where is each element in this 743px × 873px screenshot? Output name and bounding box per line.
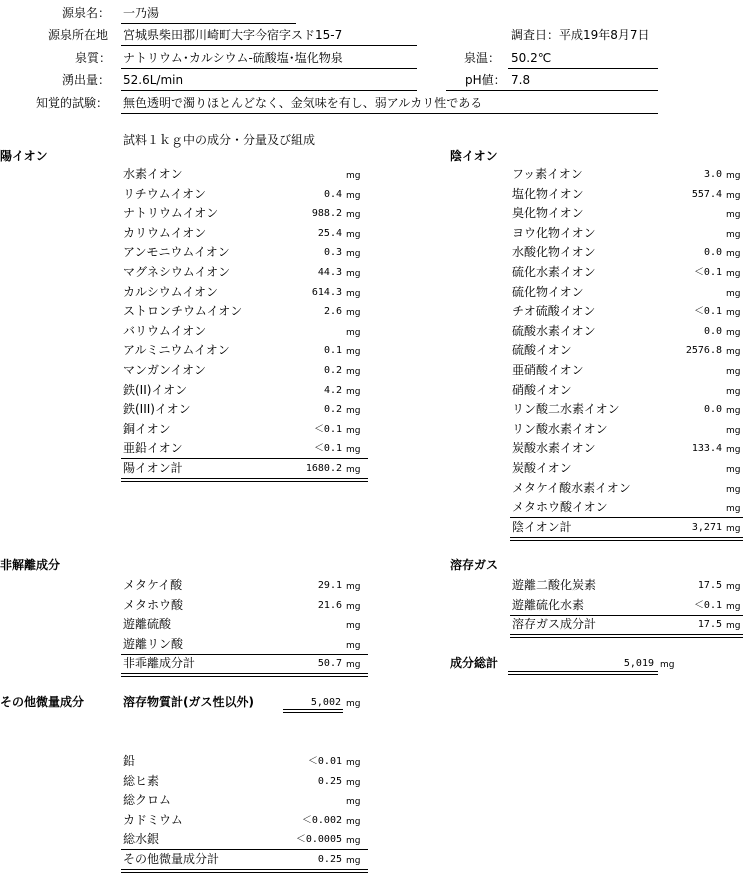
location-label: 源泉所在地 <box>48 28 109 42</box>
table-row-name: 硝酸イオン <box>512 382 572 397</box>
table-row-unit: mg <box>726 367 741 377</box>
table-row-name: 鉄(III)イオン <box>123 402 191 417</box>
table-row-name: リン酸水素イオン <box>512 421 608 436</box>
total-row-value: 3,271 <box>691 521 722 533</box>
table-row-name: カドミウム <box>123 812 183 827</box>
perception-label: 知覚的試験： <box>36 96 109 110</box>
table-row-name: 鉄(II)イオン <box>123 382 188 397</box>
ph-value: 7.8 <box>511 73 531 87</box>
table-row-name: 亜鉛イオン <box>123 441 183 456</box>
table-row-name: メタケイ酸 <box>123 578 183 592</box>
dissolved-label: 溶存物質計(ガス性以外) <box>123 695 254 709</box>
total-row-unit: mg <box>346 856 361 866</box>
table-row-unit: mg <box>346 758 361 768</box>
total-row-unit: mg <box>346 660 361 671</box>
table-row-unit: mg <box>346 797 361 808</box>
total-row-value: 50.7 <box>317 658 342 670</box>
table-row-unit: mg <box>726 249 741 260</box>
underline <box>121 113 658 114</box>
underline <box>121 45 417 46</box>
perception-value: 無色透明で濁りほとんどなく、金気味を有し、弱アルカリ性である <box>123 96 483 110</box>
table-row-name: 塩化物イオン <box>512 186 584 201</box>
anions-heading: 陰イオン <box>450 149 498 163</box>
table-row-name: リチウムイオン <box>123 186 207 201</box>
table-row-unit: mg <box>346 621 361 632</box>
table-row-value: 0.0 <box>703 404 722 416</box>
underline <box>508 68 658 69</box>
table-row-value: 0.4 <box>323 188 342 200</box>
dissolved-unit: mg <box>346 699 361 709</box>
grand-total-label: 成分総計 <box>450 656 499 670</box>
table-row-name: 遊離硫化水素 <box>512 597 585 612</box>
table-row-name: アンモニウムイオン <box>123 245 230 260</box>
table-row-unit: mg <box>346 640 361 651</box>
table-row-name: バリウムイオン <box>123 323 207 338</box>
table-row-name: 炭酸イオン <box>512 461 572 475</box>
table-row-value: 0.2 <box>323 404 342 416</box>
table-row-unit: mg <box>726 308 741 319</box>
table-row-value: 988.2 <box>311 208 342 220</box>
table-row-name: 総クロム <box>123 793 172 808</box>
subtitle: 試料１ｋｇ中の成分・分量及び組成 <box>123 133 316 147</box>
flow-label: 湧出量： <box>62 73 111 87</box>
table-row-value: 0.0 <box>703 247 722 259</box>
table-row-value: 0.25 <box>317 775 342 787</box>
table-row-name: チオ硫酸イオン <box>512 304 596 319</box>
table-row-unit: mg <box>346 367 361 377</box>
table-row-name: 亜硝酸イオン <box>512 363 584 377</box>
table-row-name: 総水銀 <box>123 832 160 847</box>
table-row-value: ＜0.01 <box>307 756 342 767</box>
table-row-value: ＜0.1 <box>693 306 722 318</box>
grand-total-unit: mg <box>660 660 675 670</box>
row-underline <box>121 654 368 655</box>
total-double-underline <box>121 673 368 677</box>
table-row-unit: mg <box>726 504 741 515</box>
underline <box>121 68 417 69</box>
row-underline <box>121 458 368 459</box>
double-underline <box>283 709 343 713</box>
table-row-value: 29.1 <box>317 580 342 591</box>
table-row-name: 臭化物イオン <box>512 206 584 221</box>
table-row-unit: mg <box>346 406 361 417</box>
total-double-underline <box>121 869 368 873</box>
ph-label: pH値： <box>465 73 506 87</box>
table-row-value: ＜0.1 <box>693 267 722 278</box>
trace-heading: その他微量成分 <box>0 695 85 709</box>
total-row-name: その他微量成分計 <box>123 852 220 866</box>
table-row-name: 鉛 <box>123 754 136 768</box>
total-row-value: 17.5 <box>697 619 722 631</box>
total-row-name: 陰イオン計 <box>512 519 572 534</box>
grand-total-value: 5,019 <box>623 658 654 669</box>
spring-type-label: 泉質： <box>75 51 112 65</box>
table-row-unit: mg <box>726 386 741 397</box>
row-underline <box>121 849 368 850</box>
location-value: 宮城県柴田郡川崎町大字今宿字スド15-7 <box>123 28 343 42</box>
table-row-name: リン酸二水素イオン <box>512 402 620 417</box>
survey-date: 調査日：平成19年8月7日 <box>511 28 650 42</box>
source-name-label: 源泉名： <box>62 6 111 20</box>
table-row-value: ＜0.1 <box>313 443 342 455</box>
table-row-unit: mg <box>726 484 741 495</box>
table-row-unit: mg <box>726 190 741 201</box>
table-row-name: カリウムイオン <box>123 225 207 240</box>
total-double-underline <box>121 478 368 482</box>
table-row-unit: mg <box>346 836 361 847</box>
total-double-underline <box>510 537 743 541</box>
table-row-unit: mg <box>346 777 361 788</box>
table-row-value: ＜0.1 <box>313 423 342 435</box>
table-row-name: ストロンチウムイオン <box>123 304 243 319</box>
table-row-name: 水酸化物イオン <box>512 245 596 260</box>
table-row-unit: mg <box>346 308 361 319</box>
table-row-name: 水素イオン <box>123 167 183 181</box>
table-row-unit: mg <box>346 249 361 260</box>
table-row-value: 0.2 <box>323 365 342 376</box>
table-row-value: ＜0.002 <box>301 814 342 826</box>
table-row-unit: mg <box>726 327 741 338</box>
table-row-unit: mg <box>726 406 741 417</box>
table-row-unit: mg <box>346 425 361 436</box>
underline <box>446 90 658 91</box>
table-row-value: 25.4 <box>317 227 342 239</box>
table-row-unit: mg <box>726 425 741 436</box>
table-row-name: マグネシウムイオン <box>123 265 231 279</box>
table-row-name: 遊離リン酸 <box>123 636 184 651</box>
table-row-unit: mg <box>726 229 741 240</box>
table-row-unit: mg <box>346 445 361 456</box>
table-row-unit: mg <box>346 229 361 240</box>
total-row-unit: mg <box>726 523 741 534</box>
table-row-unit: mg <box>346 269 361 279</box>
table-row-value: 557.4 <box>691 188 722 200</box>
table-row-unit: mg <box>726 582 741 592</box>
table-row-unit: mg <box>726 347 741 358</box>
table-row-value: 0.0 <box>703 325 722 337</box>
table-row-name: メタケイ酸水素イオン <box>512 480 631 495</box>
table-row-value: 17.5 <box>697 580 722 591</box>
table-row-name: フッ素イオン <box>512 167 583 181</box>
total-row-name: 非乖離成分計 <box>123 656 196 671</box>
table-row-name: 硫酸イオン <box>512 343 572 358</box>
table-row-name: 硫化物イオン <box>512 284 584 299</box>
table-row-value: 2576.8 <box>685 345 722 357</box>
table-row-value: 133.4 <box>691 443 722 455</box>
source-name-value: 一乃湯 <box>123 6 160 20</box>
table-row-unit: mg <box>346 816 361 827</box>
total-row-value: 1680.2 <box>305 463 342 474</box>
underline <box>121 90 417 91</box>
table-row-unit: mg <box>346 171 361 181</box>
table-row-unit: mg <box>346 190 361 201</box>
table-row-unit: mg <box>346 210 361 221</box>
table-row-name: 銅イオン <box>123 421 171 436</box>
table-row-name: アルミニウムイオン <box>123 343 230 358</box>
table-row-value: ＜0.1 <box>693 599 722 611</box>
table-row-unit: mg <box>346 327 361 338</box>
table-row-value: 0.1 <box>323 345 342 357</box>
table-row-value: 3.0 <box>703 169 722 180</box>
table-row-unit: mg <box>726 269 741 279</box>
table-row-unit: mg <box>726 288 741 299</box>
total-row-value: 0.25 <box>317 854 342 865</box>
table-row-value: 4.2 <box>323 384 342 396</box>
table-row-name: ナトリウムイオン <box>123 206 219 221</box>
temp-label: 泉温： <box>464 51 501 65</box>
table-row-name: 硫酸水素イオン <box>512 323 596 338</box>
table-row-unit: mg <box>346 347 361 358</box>
table-row-unit: mg <box>726 171 741 181</box>
table-row-unit: mg <box>726 210 741 221</box>
table-row-name: メタホウ酸 <box>123 597 184 612</box>
table-row-name: マンガンイオン <box>123 363 207 377</box>
total-double-underline <box>510 634 743 638</box>
table-row-name: 遊離二酸化炭素 <box>512 578 597 592</box>
table-row-name: 炭酸水素イオン <box>512 441 596 456</box>
table-row-name: ヨウ化物イオン <box>512 225 596 240</box>
table-row-unit: mg <box>726 445 741 456</box>
table-row-unit: mg <box>346 601 361 612</box>
table-row-unit: mg <box>346 386 361 397</box>
table-row-value: 614.3 <box>311 286 342 298</box>
table-row-unit: mg <box>726 601 741 612</box>
total-row-name: 陽イオン計 <box>123 461 183 475</box>
table-row-value: 44.3 <box>317 267 342 278</box>
row-underline <box>510 615 743 616</box>
double-underline <box>508 671 658 675</box>
table-row-name: 硫化水素イオン <box>512 265 596 279</box>
table-row-value: 0.3 <box>323 247 342 259</box>
gases-heading: 溶存ガス <box>450 558 499 572</box>
nondissociated-heading: 非解離成分 <box>0 558 61 572</box>
table-row-unit: mg <box>726 465 741 475</box>
table-row-value: ＜0.0005 <box>295 834 342 846</box>
table-row-value: 2.6 <box>323 306 342 318</box>
table-row-unit: mg <box>346 582 361 592</box>
temp-value: 50.2℃ <box>511 51 552 65</box>
total-row-name: 溶存ガス成分計 <box>512 617 597 632</box>
flow-value: 52.6L/min <box>123 73 184 87</box>
table-row-name: 総ヒ素 <box>123 773 160 788</box>
table-row-value: 21.6 <box>317 599 342 611</box>
table-row-name: カルシウムイオン <box>123 284 218 299</box>
total-row-unit: mg <box>346 465 361 475</box>
row-underline <box>510 517 743 518</box>
total-row-unit: mg <box>726 621 741 632</box>
dissolved-value: 5,002 <box>310 697 341 708</box>
table-row-name: メタホウ酸イオン <box>512 500 608 515</box>
table-row-unit: mg <box>346 288 361 299</box>
spring-type-value: ナトリウム･カルシウム-硫酸塩･塩化物泉 <box>123 51 343 65</box>
table-row-name: 遊離硫酸 <box>123 617 172 632</box>
underline <box>121 23 296 24</box>
cations-heading: 陽イオン <box>0 149 48 163</box>
